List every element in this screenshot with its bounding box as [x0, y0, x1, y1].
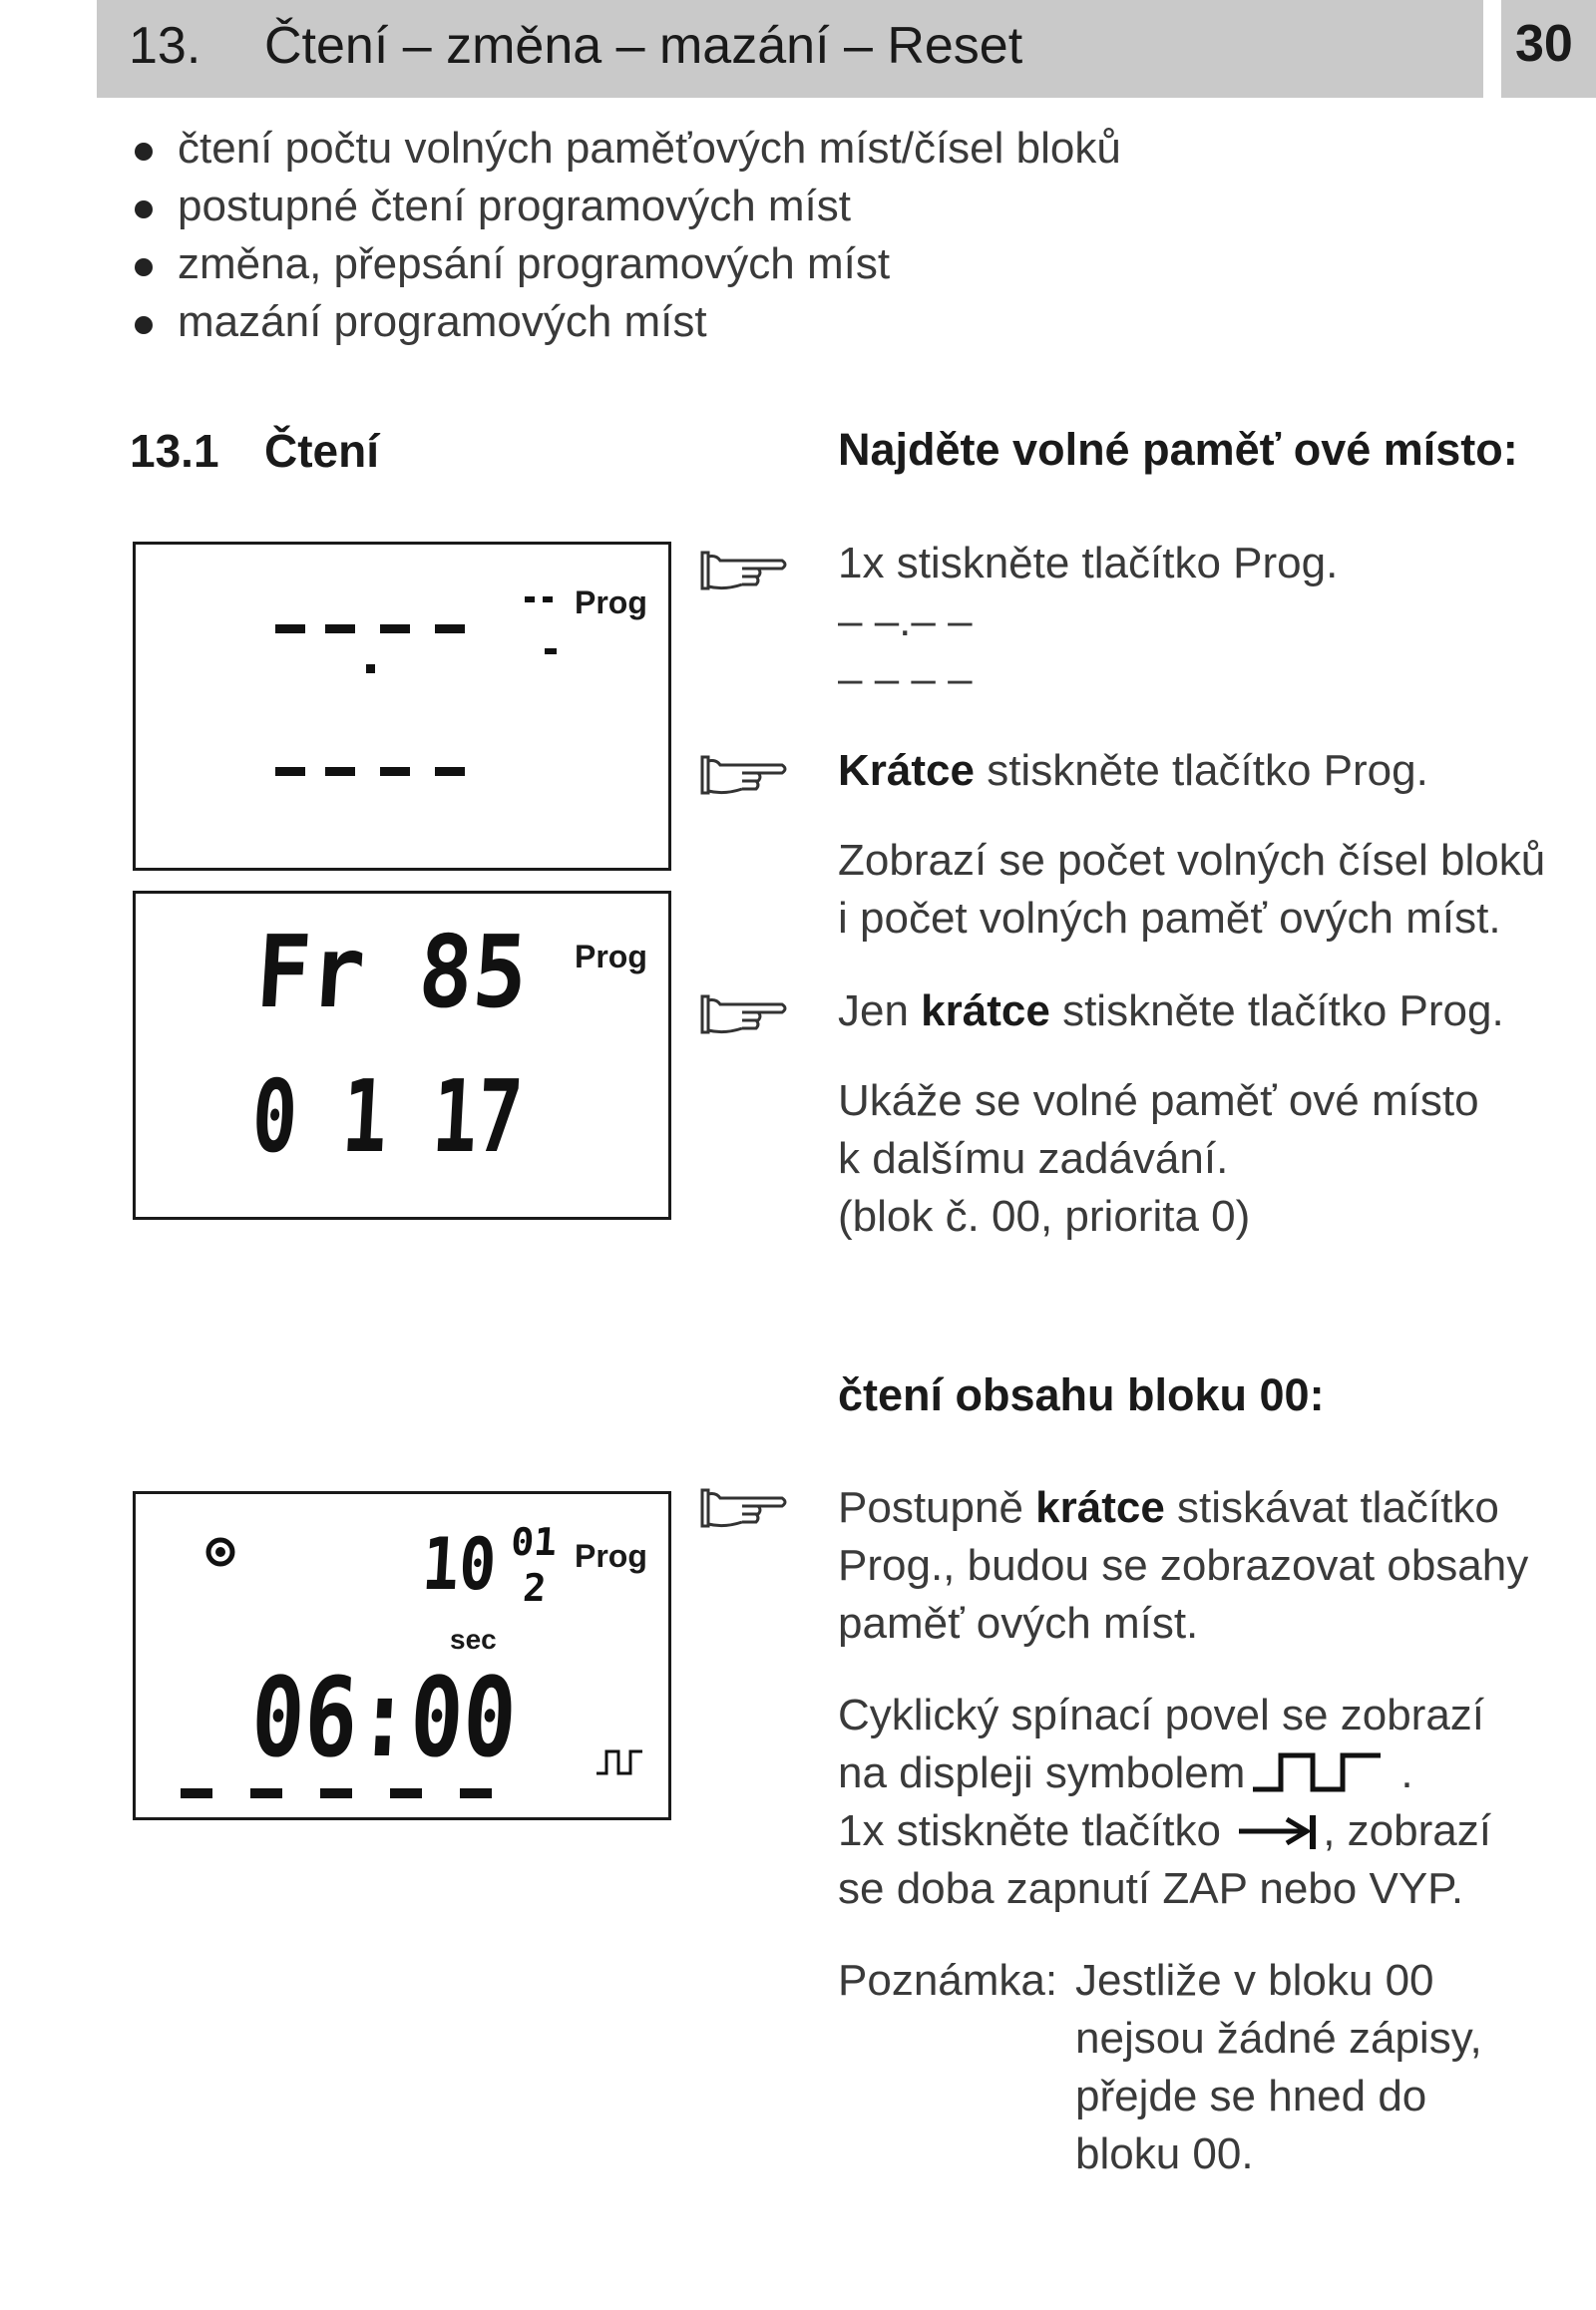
prog-indicator: Prog: [575, 939, 647, 974]
read-block-heading: čtení obsahu bloku 00:: [838, 1369, 1325, 1420]
prog-indicator: Prog: [575, 1538, 647, 1574]
lcd-small-bottom: 2: [521, 1566, 548, 1610]
sec-unit: sec: [450, 1624, 497, 1655]
note-body: Jestliže v bloku 00 nejsou žádné zápisy, přejde se hned do bloku 00.: [1075, 1956, 1482, 2178]
pointing-hand-icon: [698, 547, 790, 594]
section-number: 13.1: [130, 425, 219, 477]
list-item: změna, přepsání programových míst: [132, 235, 1121, 293]
step-3: Jen krátce stiskněte tlačítko Prog.: [838, 986, 1504, 1035]
lcd-time: 06:00: [247, 1654, 520, 1781]
lcd-block-number: 10: [420, 1522, 499, 1606]
list-item: čtení počtu volných paměťových míst/čísel bloků: [132, 120, 1121, 178]
pointing-hand-icon: [698, 751, 790, 799]
lcd-small-top: 01: [509, 1520, 559, 1564]
lcd-display-1: [133, 542, 671, 871]
lcd-display-2: [133, 891, 671, 1220]
bullet-icon: [135, 143, 153, 161]
pointing-hand-icon: [698, 1484, 790, 1532]
list-item: postupné čtení programových míst: [132, 178, 1121, 235]
read-step: Postupně krátce stiskávat tlačítko Prog., budou se zobrazovat obsahy paměť ových míst.: [838, 1483, 1529, 1648]
chapter-number: 13.: [129, 17, 201, 75]
square-wave-icon: [1251, 1749, 1400, 1795]
lcd-line-2: 0 1 17: [248, 1058, 526, 1175]
note-label: Poznámka:: [838, 1956, 1058, 2005]
bullet-icon: [135, 316, 153, 334]
pointing-hand-icon: [698, 990, 790, 1038]
step-1: 1x stiskněte tlačítko Prog. – –.– – – – – –: [838, 539, 1339, 703]
cyclic-info: Cyklický spínací povel se zobrazí na displeji symbolem . 1x stiskněte tlačítko , zobrazí se doba zapnutí ZAP nebo VYP.: [838, 1691, 1491, 1913]
tab-arrow-icon: [1233, 1809, 1323, 1853]
step-2-info: Zobrazí se počet volných čísel bloků i počet volných paměť ových míst.: [838, 836, 1546, 943]
step-2: Krátce stiskněte tlačítko Prog.: [838, 746, 1428, 795]
feature-list: [132, 120, 1121, 351]
lcd-line-1: Fr 85: [252, 914, 531, 1030]
find-free-heading: Najděte volné paměť ové místo:: [838, 424, 1518, 475]
chapter-title: Čtení – změna – mazání – Reset: [264, 17, 1023, 75]
chapter-header: [97, 0, 1483, 98]
step-3-info: Ukáže se volné paměť ové místo k dalšímu zadávání. (blok č. 00, priorita 0): [838, 1076, 1479, 1241]
list-item: mazání programových míst: [132, 293, 1121, 351]
bullet-icon: [135, 258, 153, 276]
lcd-display-3: [133, 1491, 671, 1820]
section-title: Čtení: [264, 425, 379, 477]
bullet-icon: [135, 200, 153, 218]
prog-indicator: Prog: [575, 584, 647, 620]
page-number-box: [1501, 0, 1596, 98]
page-number: 30: [1515, 15, 1573, 73]
